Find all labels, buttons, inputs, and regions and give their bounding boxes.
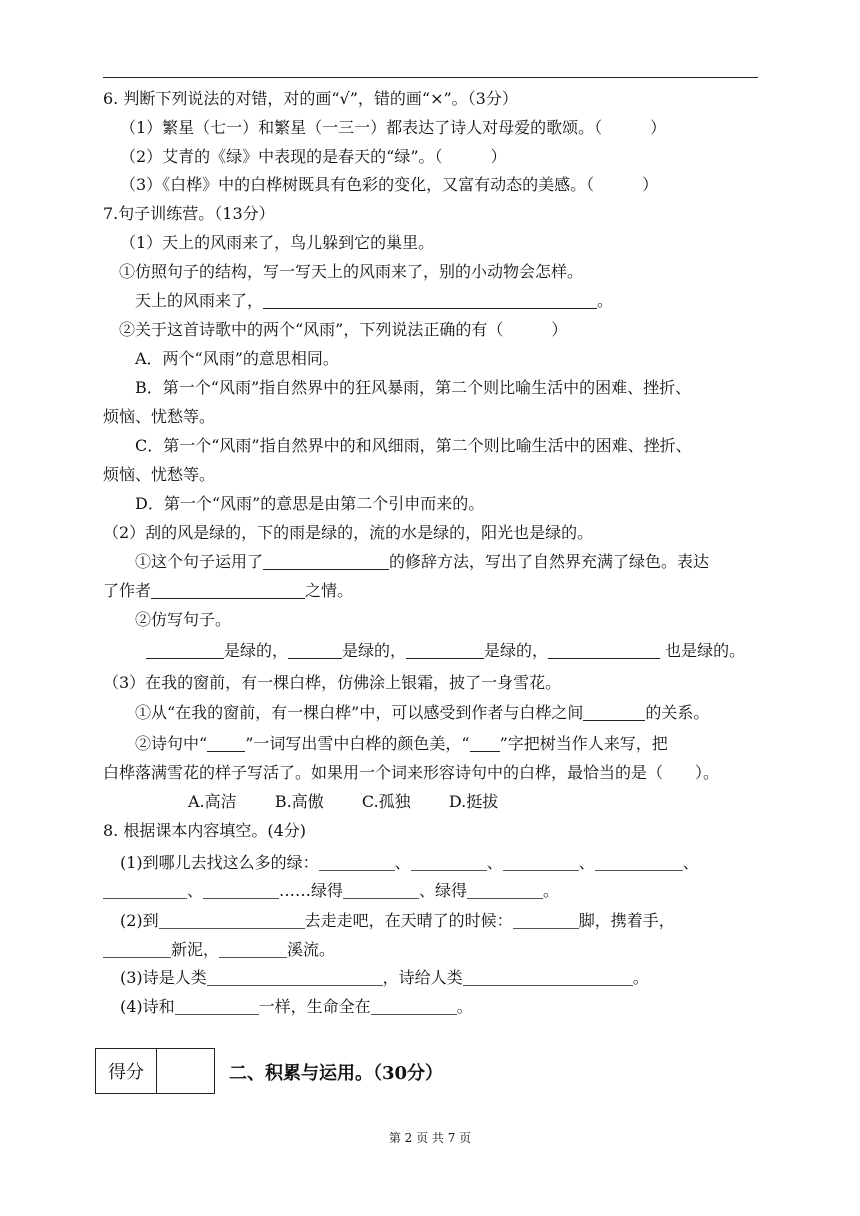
- q8-blank-11[interactable]: [103, 941, 171, 958]
- q8-sep-3: 、: [578, 853, 595, 872]
- q8-blank-13[interactable]: [207, 969, 383, 986]
- q8-l6-text1: (4)诗和: [120, 997, 175, 1016]
- q8-blank-10[interactable]: [513, 912, 579, 929]
- q6-item-3: （3）《白桦》中的白桦树既具有色彩的变化，又富有动态的美感。（ ）: [120, 175, 659, 194]
- q8-blank-7[interactable]: [343, 882, 419, 899]
- imitation-blank-4[interactable]: [548, 642, 660, 659]
- q8-l2-dots: ……绿得: [279, 881, 344, 900]
- q6-item-2: （2）艾青的《绿》中表现的是春天的“绿”。（ ）: [120, 147, 507, 166]
- q7-p2-a-line1: [135, 551, 709, 573]
- q6-stem: 6. 判断下列说法的对错，对的画“√”，错的画“×”。（3分）: [103, 89, 518, 108]
- q7-p3-sentence: （3）在我的窗前，有一棵白桦，仿佛涂上银霜，披了一身雪花。: [103, 673, 562, 692]
- q7-p1-sentence: （1）天上的风雨来了，鸟儿躲到它的巢里。: [120, 233, 435, 252]
- q7-p2-a-text2: 的修辞方法，写出了自然界充满了绿色。表达: [389, 552, 710, 571]
- q8-l5-text2: ，诗给人类: [382, 968, 463, 987]
- q7-stem: 7.句子训练营。（13分）: [103, 204, 275, 223]
- q7-p3-a-text1: ①从“在我的窗前，有一棵白桦”中，可以感受到作者与白桦之间: [135, 703, 584, 722]
- imitation-text-2: 是绿的，: [342, 641, 407, 660]
- q7-p1-a: ①仿照句子的结构，写一写天上的风雨来了，别的小动物会怎样。: [119, 262, 584, 281]
- q8-blank-6[interactable]: [203, 882, 279, 899]
- q7-p3-b-text2: ”一词写出雪中白桦的颜色美，“: [245, 734, 470, 753]
- q7-p1-a-fill: [135, 290, 613, 312]
- imitation-text-3: 是绿的，: [484, 641, 549, 660]
- q7-option-b-line1: B．第一个“风雨”指自然界中的狂风暴雨，第二个则比喻生活中的困难、挫折、: [135, 378, 692, 397]
- q8-line4: [103, 939, 335, 961]
- score-label: 得分: [96, 1049, 157, 1093]
- q7-p1-a-prefix: 天上的风雨来了，: [135, 291, 264, 310]
- q8-blank-3[interactable]: [503, 854, 579, 871]
- q7-option-d: D．第一个“风雨”的意思是由第二个引申而来的。: [135, 494, 485, 513]
- q8-l3-text2: 去走走吧，在天晴了的时候：: [304, 911, 513, 930]
- imitation-blank-3[interactable]: [406, 642, 484, 659]
- q7-p2-blank-rhetoric[interactable]: [263, 553, 389, 570]
- q7-p3-b-line1: [135, 733, 668, 755]
- q8-l2-end: 。: [543, 881, 560, 900]
- q8-blank-14[interactable]: [463, 969, 633, 986]
- imitation-text-4: 也是绿的。: [660, 641, 746, 660]
- q8-blank-9[interactable]: [159, 912, 305, 929]
- q8-line2: [103, 880, 559, 902]
- q8-l1-text: (1)到哪儿去找这么多的绿：: [120, 853, 319, 872]
- q7-p2-blank-emotion[interactable]: [151, 582, 305, 599]
- q8-blank-8[interactable]: [467, 882, 543, 899]
- q7-option-a: A．两个“风雨”的意思相同。: [135, 349, 339, 368]
- q8-l5-text1: (3)诗是人类: [120, 968, 207, 987]
- q8-l3-text3: 脚，携着手，: [578, 911, 675, 930]
- q8-blank-5[interactable]: [103, 882, 187, 899]
- section-title: 二、积累与运用。（30分）: [229, 1063, 444, 1084]
- option-c: C.孤独: [361, 792, 411, 811]
- q8-sep-4: 、: [682, 853, 699, 872]
- page-footer: 第 2 页 共 7 页: [388, 1131, 472, 1145]
- q7-p2-imitation: [146, 640, 745, 662]
- score-box: [95, 1048, 215, 1094]
- q7-p3-b-text1: ②诗句中“: [135, 734, 208, 753]
- q8-l4-text1: 新泥，: [171, 940, 220, 959]
- q8-l6-text3: 。: [456, 997, 473, 1016]
- imitation-blank-1[interactable]: [146, 642, 224, 659]
- q7-p3-b-text3: ”字把树当作人来写，把: [499, 734, 668, 753]
- q7-p3-b-line2: 白桦落满雪花的样子写活了。如果用一个词来形容诗句中的白桦，最恰当的是（ ）。: [103, 763, 720, 782]
- q8-stem: 8. 根据课本内容填空。(4分): [103, 821, 307, 840]
- q8-blank-2[interactable]: [411, 854, 487, 871]
- option-a: A.高洁: [188, 792, 237, 811]
- q8-blank-1[interactable]: [319, 854, 395, 871]
- q8-line3: [120, 910, 675, 932]
- q8-blank-4[interactable]: [595, 854, 683, 871]
- q7-option-b-line2: 烦恼、忧愁等。: [103, 407, 216, 426]
- q8-line5: [120, 967, 649, 989]
- q7-p2-sentence: （2）刮的风是绿的，下的雨是绿的，流的水是绿的，阳光也是绿的。: [103, 523, 594, 542]
- q7-p1-b: ②关于这首诗歌中的两个“风雨”，下列说法正确的有（ ）: [119, 320, 568, 339]
- option-d: D.挺拔: [448, 792, 499, 811]
- q7-p1-a-blank[interactable]: [263, 292, 597, 309]
- q8-l3-text1: (2)到: [120, 911, 159, 930]
- q7-p3-a: [135, 702, 709, 724]
- q8-l2-sep: 、绿得: [419, 881, 468, 900]
- q8-sep-5: 、: [187, 881, 204, 900]
- imitation-blank-2[interactable]: [288, 642, 342, 659]
- header-rule: [103, 77, 758, 78]
- q8-sep-2: 、: [486, 853, 503, 872]
- q7-p3-blank-char[interactable]: [470, 735, 500, 752]
- option-b: B.高傲: [274, 792, 324, 811]
- q6-item-1: （1）繁星（七一）和繁星（一三一）都表达了诗人对母爱的歌颂。（ ）: [120, 118, 667, 137]
- q7-p3-a-text2: 的关系。: [645, 703, 710, 722]
- q7-p1-a-suffix: 。: [597, 291, 614, 310]
- q7-p2-a-line2: [103, 580, 353, 602]
- q7-p2-a-text3: 了作者: [103, 581, 152, 600]
- q7-p2-a-text4: 之情。: [305, 581, 354, 600]
- q7-option-c-line1: C．第一个“风雨”指自然界中的和风细雨，第二个则比喻生活中的困难、挫折、: [135, 436, 692, 455]
- q8-line1: [120, 852, 699, 874]
- q8-blank-12[interactable]: [219, 941, 287, 958]
- q8-l6-text2: 一样，生命全在: [258, 997, 371, 1016]
- q7-p2-b: ②仿写句子。: [135, 610, 232, 629]
- score-value-cell[interactable]: [157, 1049, 214, 1093]
- q7-p3-blank-relation[interactable]: [583, 704, 645, 721]
- q7-p2-a-text1: ①这个句子运用了: [135, 552, 264, 571]
- q8-blank-15[interactable]: [175, 998, 259, 1015]
- q8-line6: [120, 996, 473, 1018]
- q7-option-c-line2: 烦恼、忧愁等。: [103, 465, 216, 484]
- q7-p3-blank-word[interactable]: [207, 735, 245, 752]
- imitation-text-1: 是绿的，: [224, 641, 289, 660]
- q8-blank-16[interactable]: [371, 998, 457, 1015]
- q8-l4-text2: 溪流。: [287, 940, 336, 959]
- q8-sep-1: 、: [394, 853, 411, 872]
- q8-l5-text3: 。: [632, 968, 649, 987]
- q7-p3-options: [188, 791, 498, 813]
